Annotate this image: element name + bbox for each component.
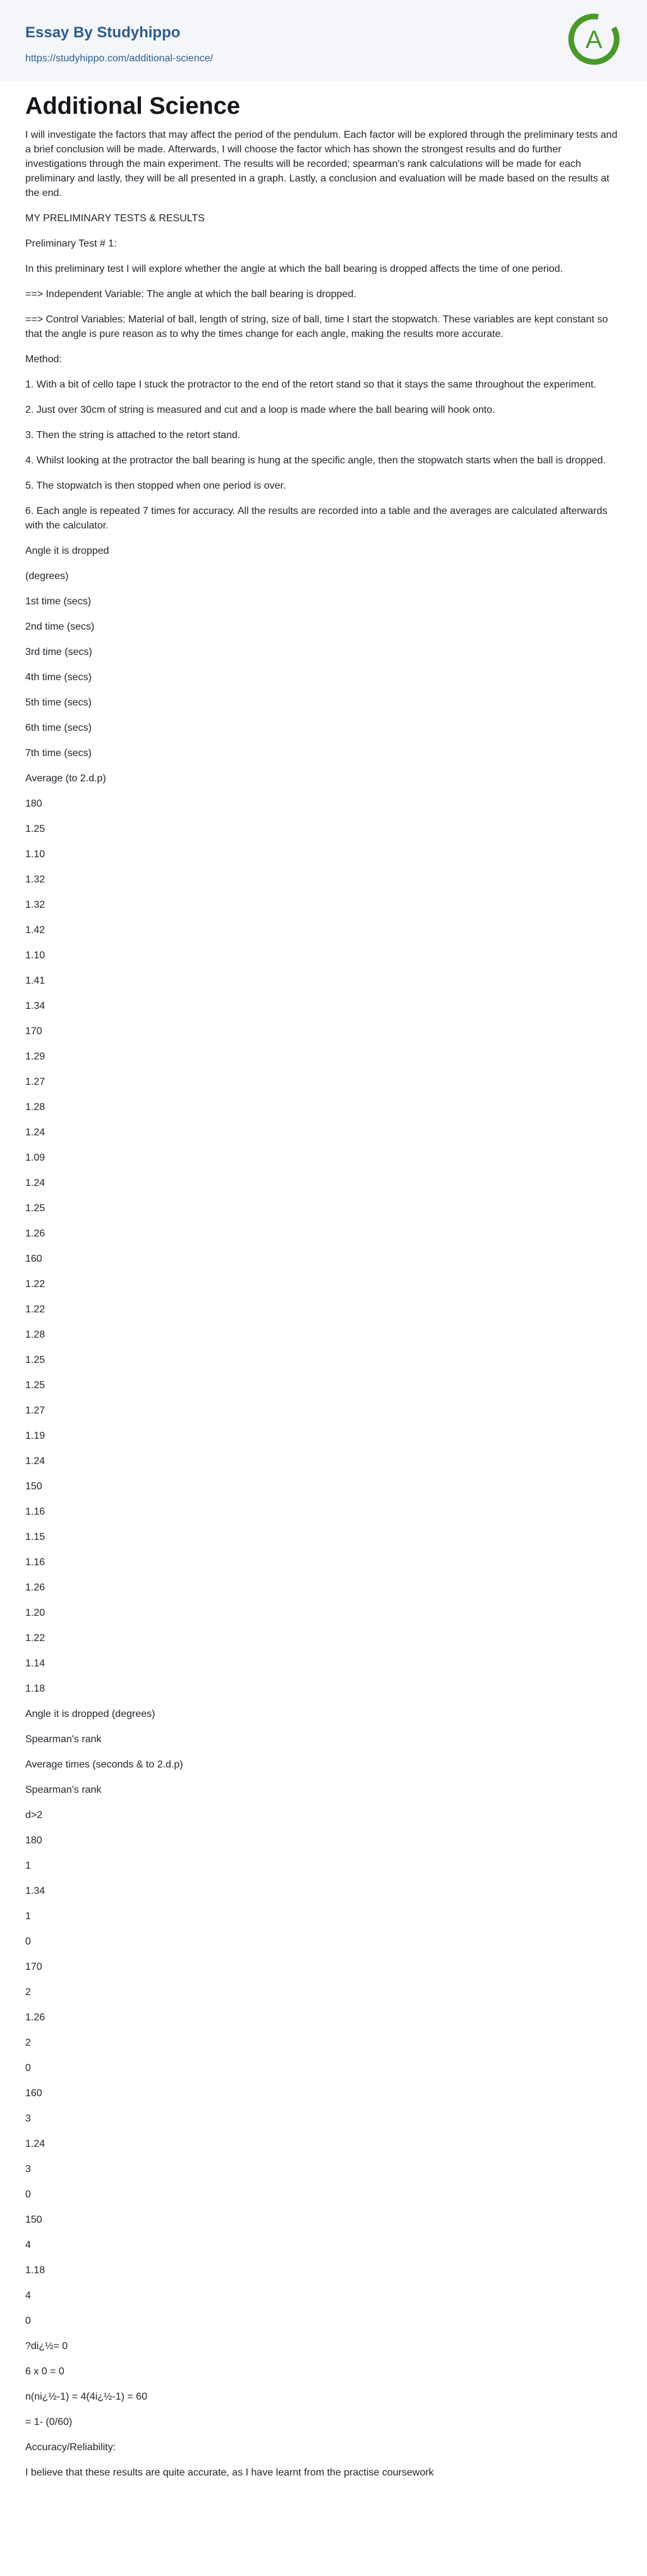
results-line: 180 xyxy=(25,798,42,809)
results-line: 3 xyxy=(25,2113,31,2124)
results-line: 1.28 xyxy=(25,1329,45,1340)
results-line: 6 x 0 = 0 xyxy=(25,2366,64,2377)
results-line: 1.26 xyxy=(25,2012,45,2023)
results-line: Accuracy/Reliability: xyxy=(25,2442,116,2453)
essay-paragraph: 2. Just over 30cm of string is measured and cut and a loop is made where the ball bearing will hook onto. xyxy=(25,405,495,415)
results-section xyxy=(25,544,622,2480)
essay-paragraph: MY PRELIMINARY TESTS & RESULTS xyxy=(25,213,205,224)
method-section xyxy=(25,211,622,533)
results-line: 1 xyxy=(25,1911,31,1922)
results-line: 0 xyxy=(25,2063,31,2073)
results-line: 4 xyxy=(25,2240,31,2250)
results-line: 1.27 xyxy=(25,1077,45,1087)
results-line: 5th time (secs) xyxy=(25,697,92,708)
results-line: 1.16 xyxy=(25,1506,45,1517)
results-line: 1.29 xyxy=(25,1051,45,1062)
results-line: 1st time (secs) xyxy=(25,596,92,607)
results-line: 1.27 xyxy=(25,1405,45,1416)
results-line: 1.22 xyxy=(25,1304,45,1315)
results-line: 2 xyxy=(25,1987,31,1998)
results-line: 1.22 xyxy=(25,1279,45,1290)
results-line: 1.41 xyxy=(25,975,45,986)
results-line: Average (to 2.d.p) xyxy=(25,773,106,784)
results-line: 6th time (secs) xyxy=(25,723,92,733)
results-line: 1.18 xyxy=(25,2265,45,2276)
results-line: 1.26 xyxy=(25,1582,45,1593)
results-line: 180 xyxy=(25,1835,42,1846)
results-line: 0 xyxy=(25,2189,31,2200)
essay-paragraph: 5. The stopwatch is then stopped when one period is over. xyxy=(25,480,286,491)
results-line: 1.34 xyxy=(25,1886,45,1896)
results-line: Angle it is dropped xyxy=(25,546,109,556)
results-line: 1.20 xyxy=(25,1608,45,1618)
essay-paragraph: 1. With a bit of cello tape I stuck the protractor to the end of the retort stand so that it stays the same throughout the experiment. xyxy=(25,379,596,390)
logo-letter: A xyxy=(585,26,603,54)
results-line: 2 xyxy=(25,2037,31,2048)
results-line: Average times (seconds & to 2.d.p) xyxy=(25,1759,183,1770)
results-line: 1 xyxy=(25,1860,31,1871)
results-line: 1.26 xyxy=(25,1228,45,1239)
results-line: Angle it is dropped (degrees) xyxy=(25,1709,155,1719)
essay-paragraph: Preliminary Test # 1: xyxy=(25,238,117,249)
site-title[interactable]: Essay By Studyhippo xyxy=(25,24,181,41)
results-line: n(ni¿½-1) = 4(4i¿½-1) = 60 xyxy=(25,2391,147,2402)
results-line: = 1- (0/60) xyxy=(25,2417,73,2427)
results-line: 1.19 xyxy=(25,1431,45,1441)
results-line: 150 xyxy=(25,2214,42,2225)
results-line: 4th time (secs) xyxy=(25,672,92,683)
results-line: 7th time (secs) xyxy=(25,748,92,759)
essay-paragraph: ==> Independent Variable: The angle at which the ball bearing is dropped. xyxy=(25,289,356,300)
essay-paragraph: 4. Whilst looking at the protractor the ball bearing is hung at the specific angle, then the stopwatch starts when the ball is dropped. xyxy=(25,455,606,466)
results-line: 1.16 xyxy=(25,1557,45,1568)
essay-paragraph: Method: xyxy=(25,354,62,365)
results-line: 1.25 xyxy=(25,1380,45,1391)
page-title: Additional Science xyxy=(25,93,240,119)
results-line: 2nd time (secs) xyxy=(25,621,95,632)
results-line: Spearman's rank xyxy=(25,1785,102,1795)
essay-paragraph: In this preliminary test I will explore whether the angle at which the ball bearing is dropped affects the time of one period. xyxy=(25,264,563,274)
results-line: d>2 xyxy=(25,1810,43,1821)
results-line: 4 xyxy=(25,2290,31,2301)
essay-paragraph: 6. Each angle is repeated 7 times for accuracy. All the results are recorded into a table and the averages are calculated afterwards with the calculator. xyxy=(25,506,608,531)
results-line: 1.10 xyxy=(25,849,45,860)
results-line: 1.24 xyxy=(25,2139,45,2149)
results-line: 1.24 xyxy=(25,1178,45,1188)
essay-paragraph: ==> Control Variables: Material of ball, length of string, size of ball, time I start the stopwatch. These variables are kept constant so that the angle is pure reason as to why the times change for each angle, making the results more accurate. xyxy=(25,314,608,339)
results-line: 1.15 xyxy=(25,1532,45,1542)
results-line: Spearman's rank xyxy=(25,1734,102,1745)
results-line: 170 xyxy=(25,1026,42,1037)
site-header xyxy=(0,0,647,81)
results-line: 1.25 xyxy=(25,824,45,834)
results-line: 1.24 xyxy=(25,1127,45,1138)
results-line: ?di¿½= 0 xyxy=(25,2341,68,2352)
results-line: 1.10 xyxy=(25,950,45,961)
intro-paragraph: I will investigate the factors that may affect the period of the pendulum. Each factor will be explored through the preliminary tests and a brief conclusion will be made. Afterwards, I will choose the factor which has shown the strongest results and do further investigations through the main experiment. The results will be recorded; spearman's rank calculations will be made for each preliminary and lastly, they will be all presented in a graph. Lastly, a conclusion and evaluation will be made based on the results at the end. xyxy=(25,130,618,198)
results-line: 1.24 xyxy=(25,1456,45,1467)
results-line: (degrees) xyxy=(25,571,69,582)
results-line: 1.42 xyxy=(25,925,45,936)
results-line: 150 xyxy=(25,1481,42,1492)
essay-content xyxy=(0,81,647,2480)
results-line: 160 xyxy=(25,1254,42,1264)
results-line: 1.09 xyxy=(25,1152,45,1163)
source-url-link[interactable]: https://studyhippo.com/additional-science/ xyxy=(25,53,214,64)
results-line: 1.34 xyxy=(25,1001,45,1011)
results-line: 1.25 xyxy=(25,1203,45,1214)
results-line: 1.28 xyxy=(25,1102,45,1113)
results-line: 1.32 xyxy=(25,900,45,910)
results-line: 0 xyxy=(25,1936,31,1947)
essay-paragraph: 3. Then the string is attached to the retort stand. xyxy=(25,430,241,441)
results-line: 1.32 xyxy=(25,874,45,885)
results-line: 3rd time (secs) xyxy=(25,647,92,657)
results-line: 160 xyxy=(25,2088,42,2099)
results-line: 1.22 xyxy=(25,1633,45,1644)
results-line: 3 xyxy=(25,2164,31,2175)
results-line: 1.25 xyxy=(25,1355,45,1365)
studyhippo-logo-icon[interactable] xyxy=(566,11,622,67)
results-line: 0 xyxy=(25,2316,31,2326)
results-line: I believe that these results are quite accurate, as I have learnt from the practise coursework xyxy=(25,2467,434,2478)
results-line: 1.18 xyxy=(25,1683,45,1694)
results-line: 170 xyxy=(25,1962,42,1972)
results-line: 1.14 xyxy=(25,1658,45,1669)
